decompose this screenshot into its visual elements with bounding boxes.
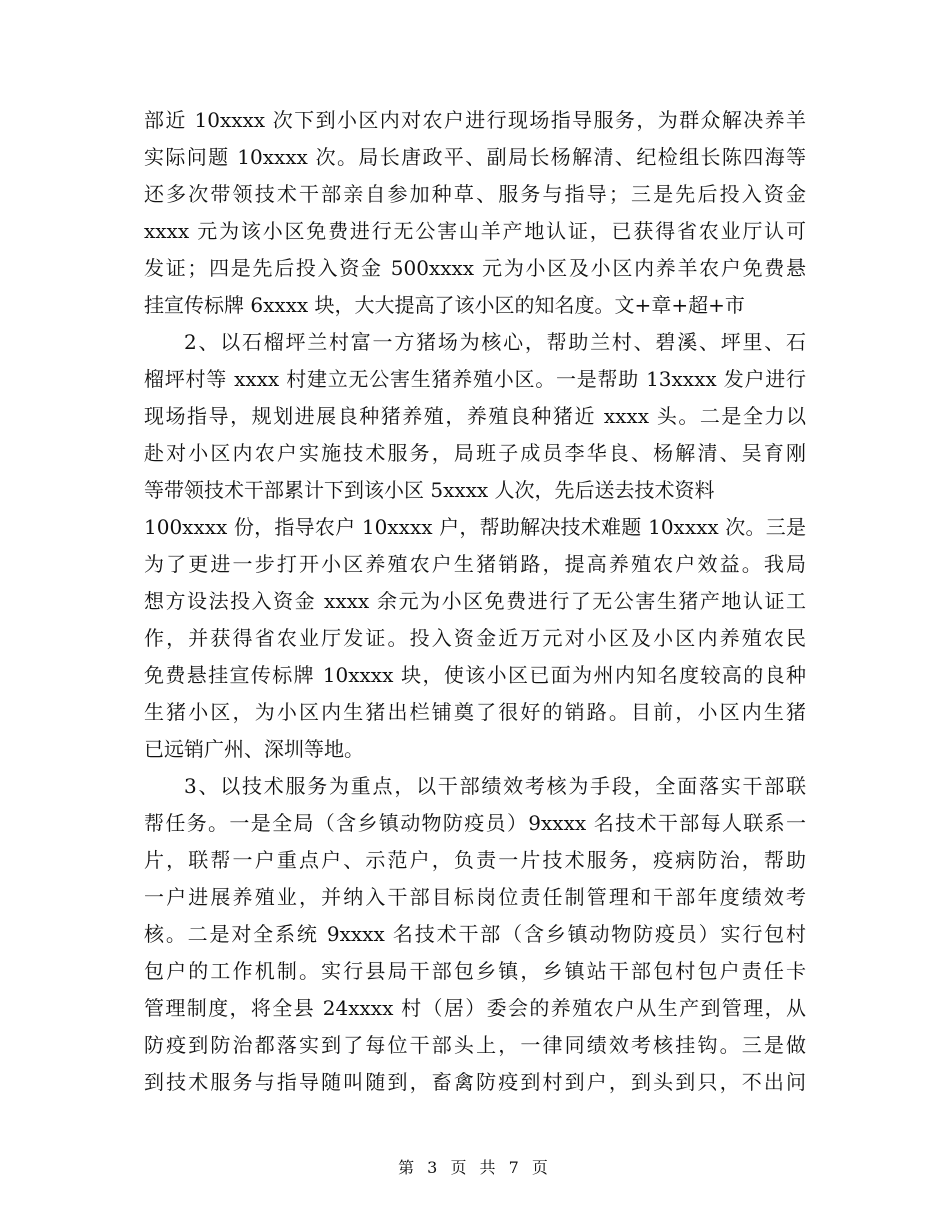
text-line: 还多次带领技术干部亲自参加种草、服务与指导；三是先后投入资金 <box>144 182 806 206</box>
text-line: 3、以技术服务为重点，以干部绩效考核为手段，全面落实干部联 <box>184 774 806 798</box>
document-body <box>144 102 806 1101</box>
text-line: 发证；四是先后投入资金 500xxxx 元为小区及小区内养羊农户免费悬 <box>144 256 806 280</box>
text-line: 100xxxx 份，指导农户 10xxxx 户，帮助解决技术难题 10xxxx 次。三是 <box>144 515 806 539</box>
text-line: 包户的工作机制。实行县局干部包乡镇，乡镇站干部包村包户责任卡 <box>144 959 806 983</box>
text-line: 生猪小区，为小区内生猪出栏铺奠了很好的销路。目前，小区内生猪 <box>144 700 806 724</box>
paragraph-3 <box>144 768 806 1101</box>
text-line: 片，联帮一户重点户、示范户，负责一片技术服务，疫病防治，帮助 <box>144 848 806 872</box>
text-line: 帮任务。一是全局（含乡镇动物防疫员）9xxxx 名技术干部每人联系一 <box>144 811 806 835</box>
text-line: 到技术服务与指导随叫随到，畜禽防疫到村到户，到头到只，不出问 <box>144 1070 806 1094</box>
text-line: 2、以石榴坪兰村富一方猪场为核心，帮助兰村、碧溪、坪里、石 <box>184 330 806 354</box>
text-line: 防疫到防治都落实到了每位干部头上，一律同绩效考核挂钩。三是做 <box>144 1033 806 1057</box>
text-line: 赴对小区内农户实施技术服务，局班子成员李华良、杨解清、吴育刚 <box>144 441 806 465</box>
text-line: 免费悬挂宣传标牌 10xxxx 块，使该小区已面为州内知名度较高的良种 <box>144 663 806 687</box>
page-number-footer: 第 3 页 共 7 页 <box>398 1158 552 1177</box>
text-line: xxxx 元为该小区免费进行无公害山羊产地认证，已获得省农业厅认可 <box>144 219 806 243</box>
text-line: 实际问题 10xxxx 次。局长唐政平、副局长杨解清、纪检组长陈四海等 <box>144 145 806 169</box>
text-line: 现场指导，规划进展良种猪养殖，养殖良种猪近 xxxx 头。二是全力以 <box>144 404 806 428</box>
text-line: 已远销广州、深圳等地。 <box>144 737 364 761</box>
paragraph-1 <box>144 102 806 324</box>
text-line: 为了更进一步打开小区养殖农户生猪销路，提高养殖农户效益。我局 <box>144 552 806 576</box>
text-line: 部近 10xxxx 次下到小区内对农户进行现场指导服务，为群众解决养羊 <box>144 108 806 132</box>
text-line: 管理制度，将全县 24xxxx 村（居）委会的养殖农户从生产到管理，从 <box>144 996 806 1020</box>
text-line: 核。二是对全系统 9xxxx 名技术干部（含乡镇动物防疫员）实行包村 <box>144 922 806 946</box>
text-line: 等带领技术干部累计下到该小区 5xxxx 人次，先后送去技术资料 <box>144 478 715 502</box>
paragraph-2 <box>144 324 806 768</box>
text-line: 榴坪村等 xxxx 村建立无公害生猪养殖小区。一是帮助 13xxxx 发户进行 <box>144 367 806 391</box>
text-line: 想方设法投入资金 xxxx 余元为小区免费进行了无公害生猪产地认证工 <box>144 589 806 613</box>
text-line: 作，并获得省农业厅发证。投入资金近万元对小区及小区内养殖农民 <box>144 626 806 650</box>
text-line: 一户进展养殖业，并纳入干部目标岗位责任制管理和干部年度绩效考 <box>144 885 806 909</box>
text-line: 挂宣传标牌 6xxxx 块，大大提高了该小区的知名度。文+章+超+市 <box>144 293 745 317</box>
